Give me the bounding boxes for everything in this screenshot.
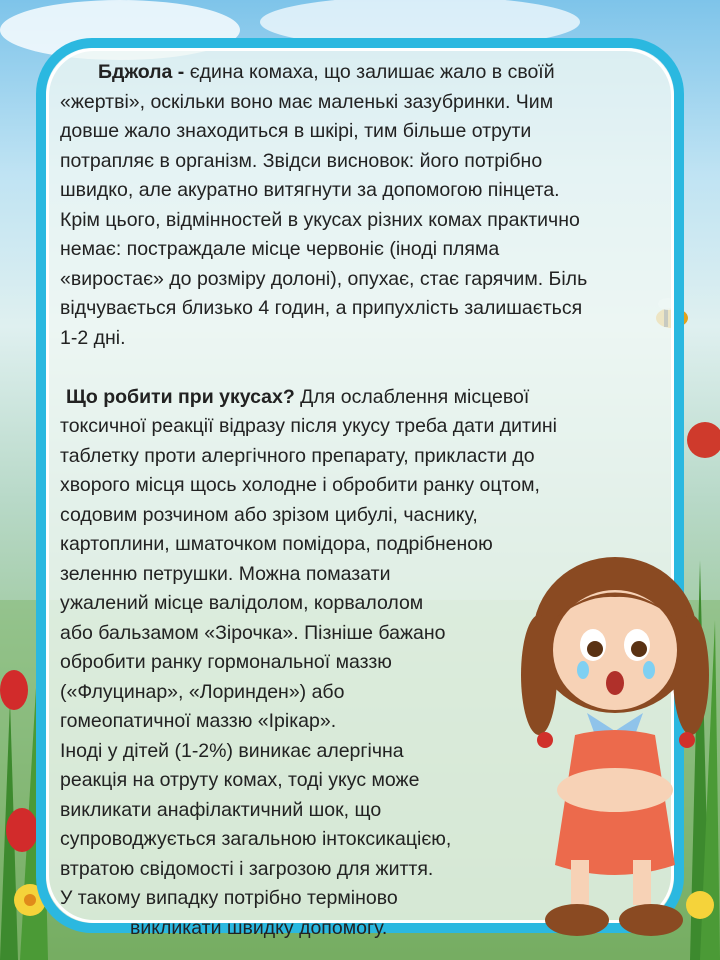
para2-line: токсичної реакції відразу після укусу треба дати дитині: [60, 415, 557, 437]
para2-line: гомеопатичної маззю «Ірікар».: [60, 710, 337, 732]
para2-line: викликати анафілактичний шок, що: [60, 798, 382, 821]
para2-line: втратою свідомості і загрозою для життя.: [60, 857, 434, 880]
para1-line: потрапляє в організм. Звідси висновок: його потрібно: [60, 149, 543, 172]
para2-line: супроводжується загальною інтоксикацією,: [60, 828, 452, 850]
para2-line: картоплини, шматочком помідора, подрібненою: [60, 533, 493, 555]
para2-narrow-block: [60, 589, 530, 943]
para1-line: «жертві», оскільки воно має маленькі зазубринки. Чим: [60, 90, 554, 113]
para2-line: зеленню петрушки. Можна помазати: [60, 562, 391, 585]
para2-line: обробити ранку гормональної маззю: [60, 651, 392, 673]
para1-line: 1-2 дні.: [60, 326, 126, 349]
para1-line: «виростає» до розміру долоні), опухає, стає гарячим. Біль: [60, 267, 588, 290]
para1-lead-rest: єдина комаха, що залишає жало в своїй: [184, 61, 555, 83]
para2-line: таблетку проти алергічного препарату, прикласти до: [60, 444, 535, 467]
crying-girl-illustration: [515, 535, 715, 955]
para2-lead-rest: Для ослаблення місцевої: [294, 385, 530, 408]
paragraph-spacer: [60, 353, 680, 383]
para1-first-line: [60, 58, 680, 88]
para1-bold-lead: Бджола -: [98, 61, 185, 83]
para2-line: У такому випадку потрібно терміново: [60, 887, 398, 909]
para2-line: содовим розчином або зрізом цибулі, часнику,: [60, 503, 478, 526]
para2-line: реакція на отруту комах, тоді укус може: [60, 769, 420, 791]
para2-line: або бальзамом «Зірочка». Пізніше бажано: [60, 621, 446, 644]
para1-line: немає: постраждале місце червоніє (іноді пляма: [60, 238, 500, 260]
para2-bold-lead: Що робити при укусах?: [66, 385, 295, 408]
para2-last-line: викликати швидку допомогу.: [130, 916, 388, 939]
para1-line: довше жало знаходиться в шкірі, тим більше отрути: [60, 120, 532, 142]
para2-line: хворого місця щось холодне і обробити ранку оцтом,: [60, 474, 540, 496]
para1-line: Крім цього, відмінностей в укусах різних комах практично: [60, 208, 580, 231]
para2-line: ужалений місце валідолом, корвалолом: [60, 592, 424, 614]
para1-line: відчувається близько 4 годин, а припухлість залишається: [60, 297, 583, 319]
para2-first-line: [60, 383, 680, 413]
para2-line: («Флуцинар», «Лоринден») або: [60, 680, 345, 703]
para1-line: швидко, але акуратно витягнути за допомогою пінцета.: [60, 179, 560, 201]
para2-line: Іноді у дітей (1-2%) виникає алергічна: [60, 739, 404, 762]
